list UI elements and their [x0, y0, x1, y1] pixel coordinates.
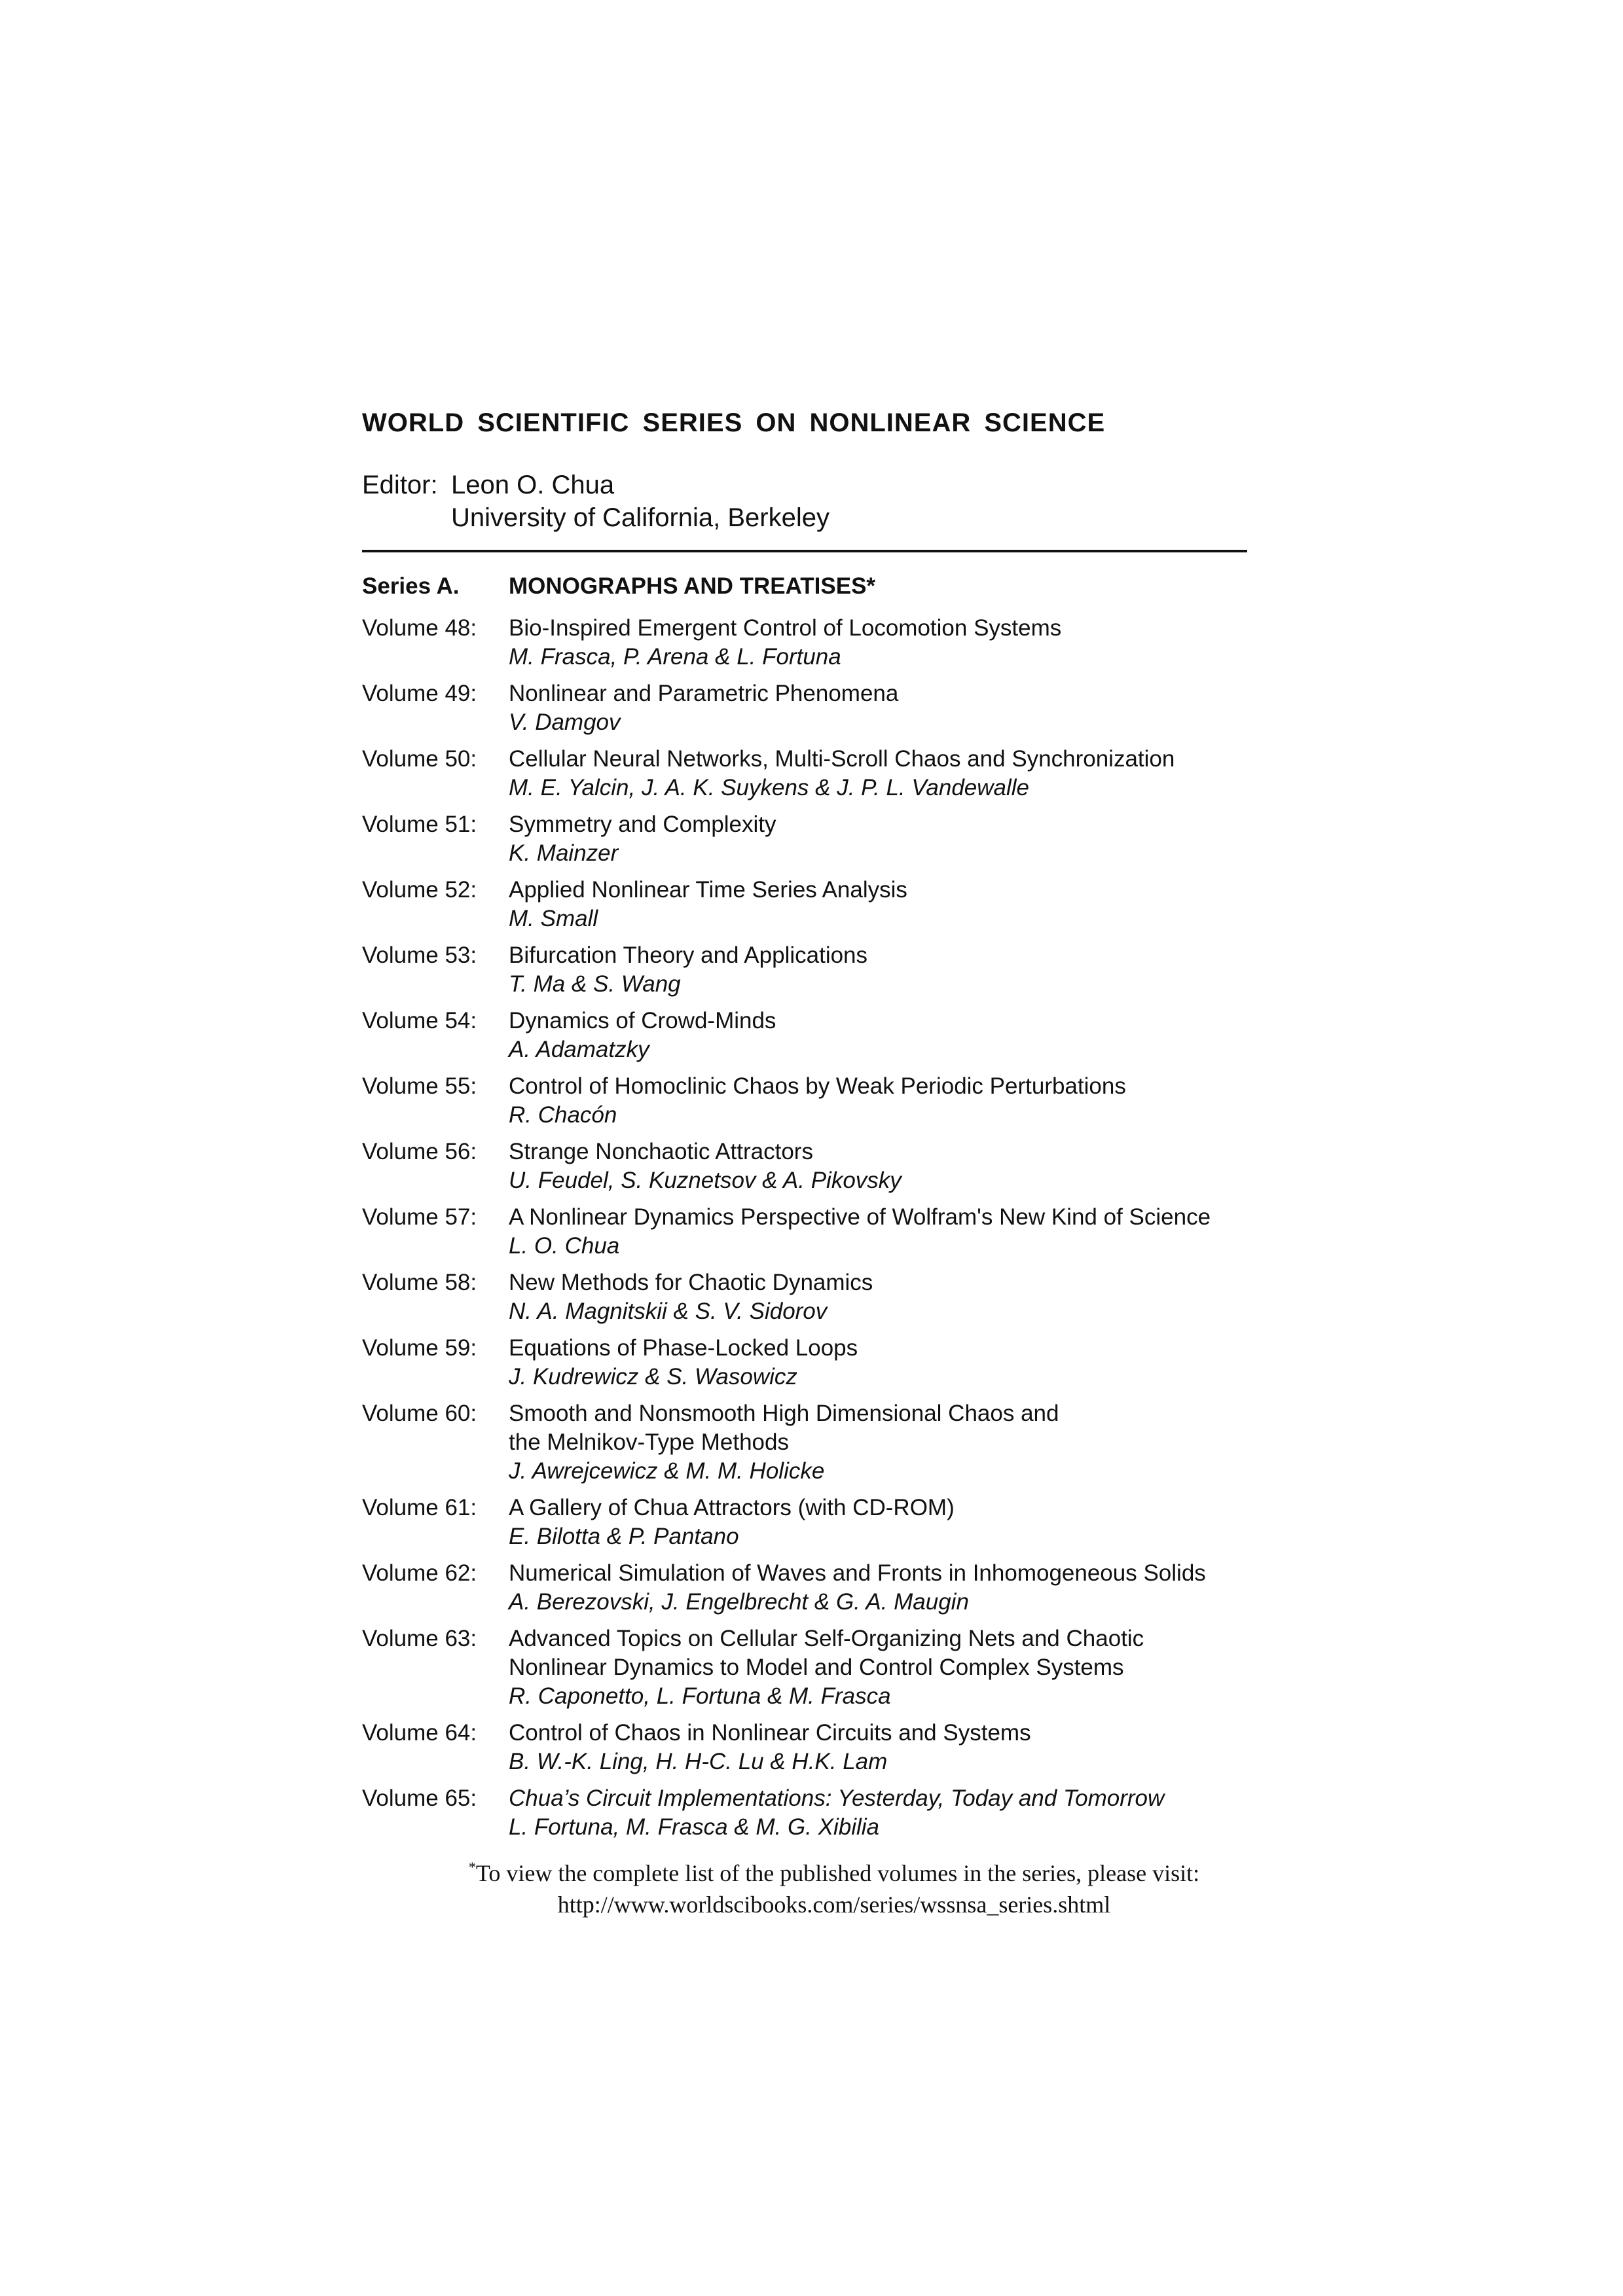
volume-authors: M. Small [509, 906, 598, 931]
volume-number: Volume 51: [362, 812, 477, 837]
volume-entry [362, 1719, 1247, 1776]
series-page [362, 407, 1247, 1920]
page-title: WORLD SCIENTIFIC SERIES ON NONLINEAR SCIENCE [362, 408, 1106, 437]
series-label: Series A. [362, 573, 460, 599]
volume-authors: A. Adamatzky [509, 1037, 649, 1062]
editor-details [451, 469, 830, 534]
volume-list [362, 614, 1247, 1842]
volume-details [509, 1268, 1247, 1326]
volume-title: A Nonlinear Dynamics Perspective of Wolfram's New Kind of Science [509, 1204, 1211, 1230]
volume-details [509, 876, 1247, 933]
volume-entry [362, 614, 1247, 672]
volume-title: Advanced Topics on Cellular Self-Organizing Nets and Chaotic [509, 1626, 1144, 1651]
volume-title: Control of Chaos in Nonlinear Circuits and Systems [509, 1720, 1031, 1746]
volume-number: Volume 59: [362, 1335, 477, 1361]
volume-details [509, 1203, 1247, 1261]
volume-title: Control of Homoclinic Chaos by Weak Periodic Perturbations [509, 1073, 1126, 1099]
footnote-line-1 [421, 1857, 1247, 1889]
volume-title: Strange Nonchaotic Attractors [509, 1139, 813, 1164]
volume-authors: V. Damgov [509, 709, 621, 735]
volume-authors: B. W.-K. Ling, H. H-C. Lu & H.K. Lam [509, 1749, 888, 1774]
volume-title: Nonlinear and Parametric Phenomena [509, 681, 899, 706]
volume-title: Smooth and Nonsmooth High Dimensional Chaos and [509, 1401, 1059, 1426]
volume-number: Volume 50: [362, 746, 477, 772]
volume-details [509, 1719, 1247, 1776]
volume-title: Dynamics of Crowd-Minds [509, 1008, 776, 1033]
volume-details [509, 1494, 1247, 1551]
series-name: MONOGRAPHS AND TREATISES* [509, 573, 876, 599]
footnote-text: To view the complete list of the published volumes in the series, please visit: [475, 1860, 1200, 1886]
volume-number: Volume 63: [362, 1626, 477, 1651]
volume-entry [362, 1138, 1247, 1195]
footnote [362, 1857, 1247, 1920]
volume-entry [362, 1784, 1247, 1842]
footnote-url[interactable]: http://www.worldscibooks.com/series/wssnsa_series.shtml [557, 1892, 1111, 1918]
volume-number: Volume 58: [362, 1270, 477, 1295]
volume-entry [362, 1494, 1247, 1551]
volume-number: Volume 65: [362, 1785, 477, 1811]
volume-details [509, 745, 1247, 802]
volume-authors: M. E. Yalcin, J. A. K. Suykens & J. P. L. Vandewalle [509, 775, 1030, 800]
volume-entry [362, 810, 1247, 868]
volume-authors: R. Chacón [509, 1102, 617, 1128]
volume-authors: M. Frasca, P. Arena & L. Fortuna [509, 644, 841, 670]
volume-number: Volume 57: [362, 1204, 477, 1230]
volume-details [509, 810, 1247, 868]
volume-authors: K. Mainzer [509, 840, 619, 866]
volume-title: the Melnikov-Type Methods [509, 1429, 789, 1455]
volume-number: Volume 64: [362, 1720, 477, 1746]
volume-number: Volume 54: [362, 1008, 477, 1033]
series-heading [362, 572, 1247, 601]
volume-details [509, 1399, 1247, 1486]
volume-entry [362, 1007, 1247, 1064]
footnote-marker: * [468, 1859, 476, 1875]
volume-number: Volume 52: [362, 877, 477, 903]
volume-number: Volume 48: [362, 615, 477, 641]
volume-number: Volume 56: [362, 1139, 477, 1164]
volume-entry [362, 1334, 1247, 1391]
volume-title: Nonlinear Dynamics to Model and Control Complex Systems [509, 1655, 1124, 1680]
volume-title: Bifurcation Theory and Applications [509, 942, 868, 968]
volume-number: Volume 60: [362, 1401, 477, 1426]
volume-title: New Methods for Chaotic Dynamics [509, 1270, 873, 1295]
volume-number: Volume 53: [362, 942, 477, 968]
volume-details [509, 679, 1247, 737]
volume-details [509, 1784, 1247, 1842]
editor-name: Leon O. Chua [451, 471, 615, 499]
volume-details [509, 1138, 1247, 1195]
volume-details [509, 941, 1247, 999]
editor-label: Editor: [362, 471, 438, 499]
volume-details [509, 1007, 1247, 1064]
editor-affiliation: University of California, Berkeley [451, 503, 830, 532]
volume-title: Equations of Phase-Locked Loops [509, 1335, 858, 1361]
volume-authors: N. A. Magnitskii & S. V. Sidorov [509, 1299, 828, 1324]
volume-entry [362, 1268, 1247, 1326]
volume-details [509, 1334, 1247, 1391]
volume-number: Volume 49: [362, 681, 477, 706]
volume-entry [362, 679, 1247, 737]
volume-title: Bio-Inspired Emergent Control of Locomotion Systems [509, 615, 1062, 641]
volume-authors: L. Fortuna, M. Frasca & M. G. Xibilia [509, 1814, 879, 1840]
volume-title: A Gallery of Chua Attractors (with CD-ROM) [509, 1495, 955, 1520]
volume-authors: A. Berezovski, J. Engelbrecht & G. A. Maugin [509, 1589, 969, 1615]
volume-number: Volume 61: [362, 1495, 477, 1520]
volume-entry [362, 1559, 1247, 1617]
volume-authors: J. Awrejcewicz & M. M. Holicke [509, 1458, 825, 1484]
volume-authors: J. Kudrewicz & S. Wasowicz [509, 1364, 797, 1390]
volume-number: Volume 55: [362, 1073, 477, 1099]
volume-entry [362, 745, 1247, 802]
volume-title: Symmetry and Complexity [509, 812, 776, 837]
volume-entry [362, 1399, 1247, 1486]
volume-entry [362, 1624, 1247, 1711]
editor-block [362, 469, 1247, 534]
volume-authors: U. Feudel, S. Kuznetsov & A. Pikovsky [509, 1168, 902, 1193]
volume-authors: T. Ma & S. Wang [509, 971, 681, 997]
volume-details [509, 1072, 1247, 1130]
volume-entry [362, 1072, 1247, 1130]
volume-entry [362, 941, 1247, 999]
volume-details [509, 614, 1247, 672]
volume-title: Applied Nonlinear Time Series Analysis [509, 877, 907, 903]
volume-title: Numerical Simulation of Waves and Fronts in Inhomogeneous Solids [509, 1560, 1206, 1586]
volume-authors: L. O. Chua [509, 1233, 620, 1259]
volume-entry [362, 1203, 1247, 1261]
divider [362, 550, 1247, 552]
volume-authors: R. Caponetto, L. Fortuna & M. Frasca [509, 1683, 891, 1709]
volume-title: Chua’s Circuit Implementations: Yesterday, Today and Tomorrow [509, 1785, 1165, 1811]
volume-title: Cellular Neural Networks, Multi-Scroll Chaos and Synchronization [509, 746, 1175, 772]
volume-details [509, 1624, 1247, 1711]
volume-entry [362, 876, 1247, 933]
volume-authors: E. Bilotta & P. Pantano [509, 1524, 739, 1549]
volume-details [509, 1559, 1247, 1617]
volume-number: Volume 62: [362, 1560, 477, 1586]
